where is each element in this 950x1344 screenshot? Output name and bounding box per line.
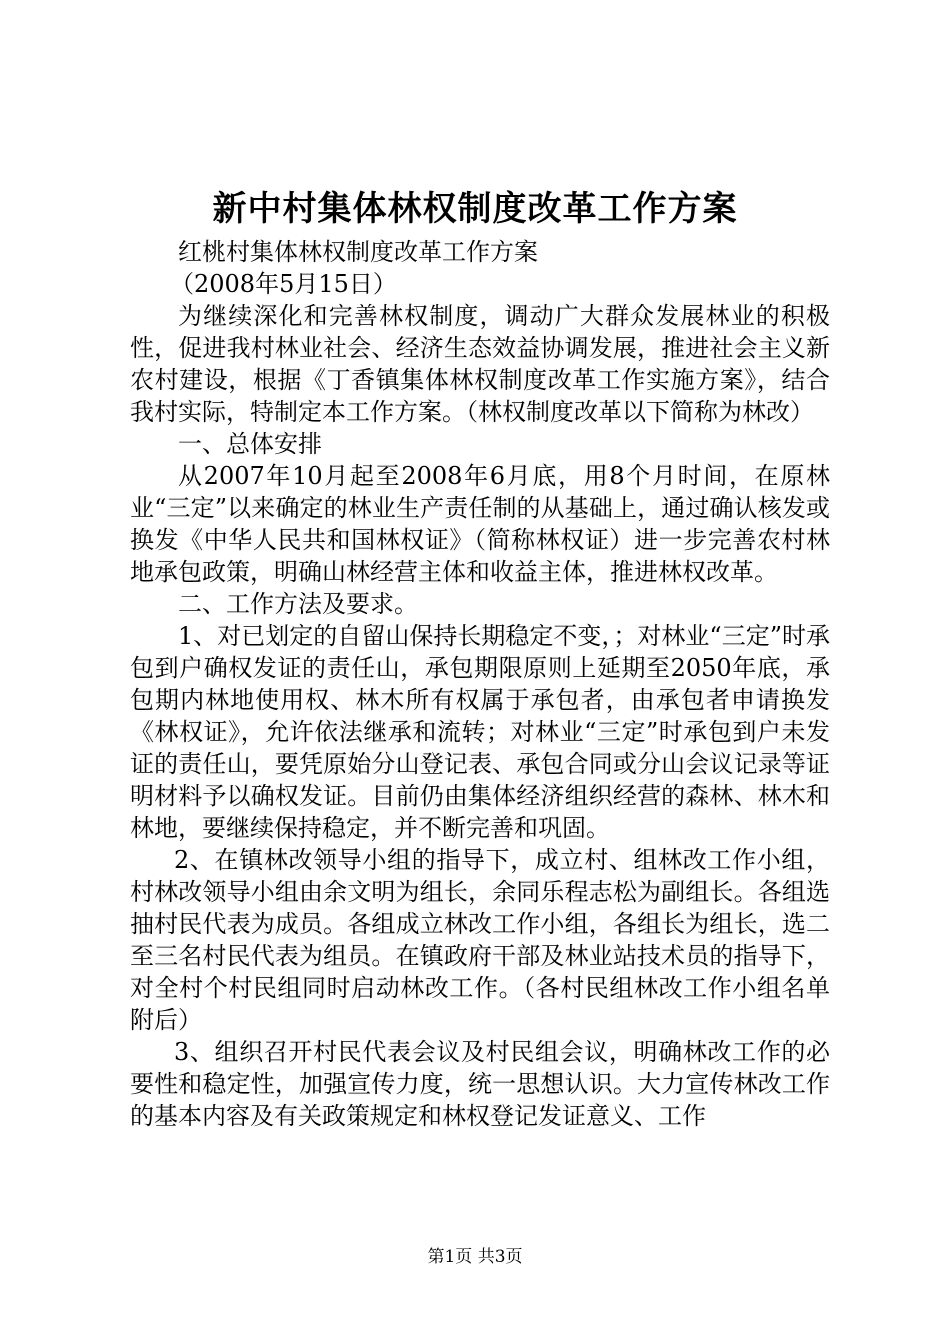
paragraph-item-3: 3、组织召开村民代表会议及村民组会议，明确林改工作的必要性和稳定性，加强宣传力度，统一思想认识。大力宣传林改工作的基本内容及有关政策规定和林权登记发证意义、工作: [130, 1038, 830, 1130]
section-heading-methods: 二、工作方法及要求。: [178, 590, 418, 618]
document-title: 新中村集体林权制度改革工作方案: [212, 189, 738, 229]
paragraph-overall: 从2007年10月起至2008年6月底，用8个月时间，在原林业“三定”以来确定的林业生产责任制的从基础上，通过确认核发或换发《中华人民共和国林权证》（简称林权证）进一步完善农村林地承包政策，明确山林经营主体和收益主体，推进林权改革。: [130, 462, 830, 586]
paragraph-item-2: 2、在镇林改领导小组的指导下，成立村、组林改工作小组，村林改领导小组由余文明为组长，余同乐程志松为副组长。各组选抽村民代表为成员。各组成立林改工作小组，各组长为组长，选二至三名村民代表为组员。在镇政府干部及林业站技术员的指导下，对全村个村民组同时启动林改工作。（各村民组林改工作小组名单附后）: [130, 846, 830, 1034]
paragraph-item-1: 1、对已划定的自留山保持长期稳定不变，；对林业“三定”时承包到户确权发证的责任山，承包期限原则上延期至2050年底，承包期内林地使用权、林木所有权属于承包者，由承包者申请换发《林权证》，允许依法继承和流转；对林业“三定”时承包到户未发证的责任山，要凭原始分山登记表、承包合同或分山会议记录等证明材料予以确权发证。目前仍由集体经济组织经营的森林、林木和林地，要继续保持稳定，并不断完善和巩固。: [130, 622, 830, 842]
paragraph-intro: 为继续深化和完善林权制度，调动广大群众发展林业的积极性，促进我村林业社会、经济生态效益协调发展，推进社会主义新农村建设，根据《丁香镇集体林权制度改革工作实施方案》，结合我村实际，特制定本工作方案。（林权制度改革以下简称为林改）: [130, 302, 830, 426]
section-heading-overall: 一、总体安排: [178, 430, 322, 458]
document-subtitle: 红桃村集体林权制度改革工作方案: [178, 238, 538, 266]
document-date: （2008年5月15日）: [170, 270, 397, 298]
page-footer: 第1页 共3页: [427, 1247, 523, 1267]
document-body: [130, 236, 830, 1132]
